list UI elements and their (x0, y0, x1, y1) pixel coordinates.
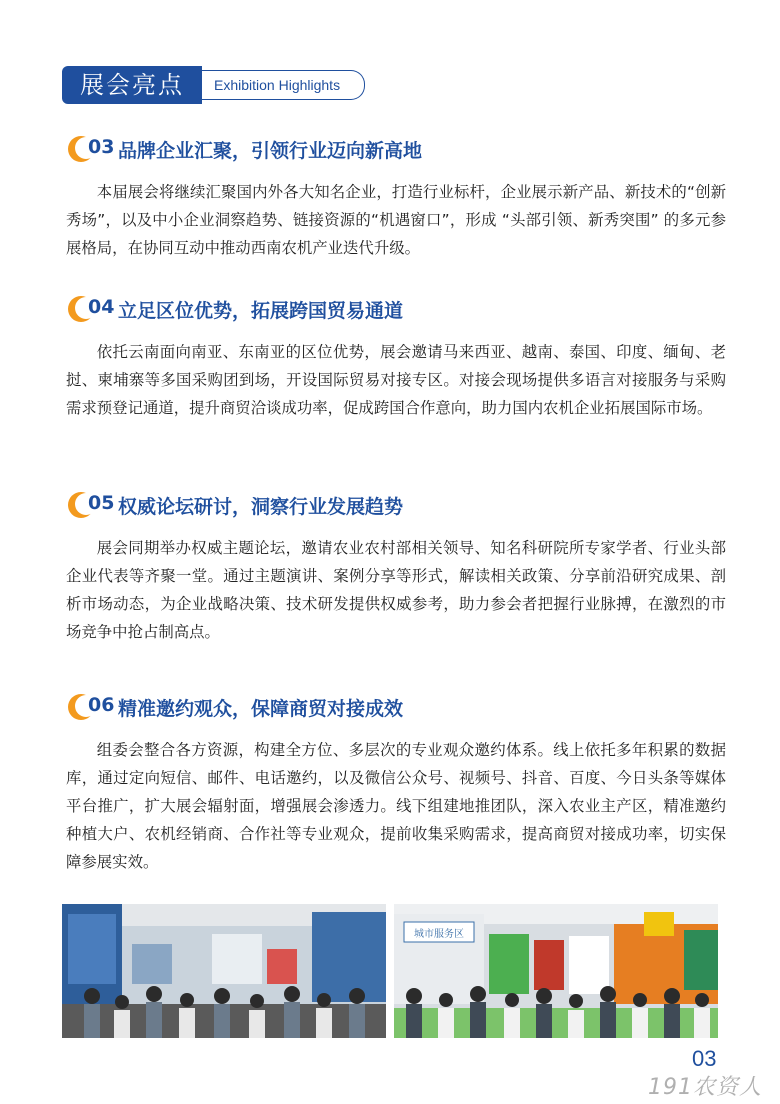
exhibition-photo-right (394, 904, 718, 1038)
booth-sign-text: 城市服务区 (414, 929, 464, 940)
section-body: 组委会整合各方资源，构建全方位、多层次的专业观众邀约体系。线上依托多年积累的数据库，通过定向短信、邮件、电话邀约，以及微信公众号、视频号、抖音、百度、今日头条等媒体平台推广，扩大展会辐射面，增强展会渗透力。线下组建地推团队，深入农业主产区，精准邀约种植大户、农机经销商、合作社等专业观众，提前收集采购需求，提高商贸对接成功率，切实保障参展实效。 (66, 741, 726, 871)
section-number: 05 (88, 492, 115, 514)
section-title (66, 690, 726, 724)
watermark: 191农资人 (648, 1075, 762, 1100)
section-title (66, 132, 726, 166)
page-number: 03 (692, 1046, 717, 1071)
header-title-cn: 展会亮点 (62, 66, 202, 104)
section-03 (66, 132, 726, 262)
section-heading: 立足区位优势，拓展跨国贸易通道 (118, 300, 404, 322)
section-04 (66, 292, 726, 422)
section-06 (66, 690, 726, 876)
section-title (66, 292, 726, 326)
section-heading: 精准邀约观众，保障商贸对接成效 (118, 698, 404, 720)
section-body: 本届展会将继续汇聚国内外各大知名企业，打造行业标杆，企业展示新产品、新技术的“创新秀场”，以及中小企业洞察趋势、链接资源的“机遇窗口”，形成 “头部引领、新秀突围” 的多元参展格局，在协同互动中推动西南农机产业迭代升级。 (66, 183, 726, 257)
section-number: 03 (88, 136, 115, 158)
section-number: 04 (88, 296, 115, 318)
section-header-tab (62, 66, 358, 104)
section-heading: 权威论坛研讨，洞察行业发展趋势 (118, 496, 404, 518)
section-body: 展会同期举办权威主题论坛，邀请农业农村部相关领导、知名科研院所专家学者、行业头部企业代表等齐聚一堂。通过主题演讲、案例分享等形式，解读相关政策、分享前沿研究成果、剖析市场动态，为企业战略决策、技术研发提供权威参考，助力参会者把握行业脉搏，在激烈的市场竞争中抢占制高点。 (66, 539, 726, 641)
section-number: 06 (88, 694, 115, 716)
section-body: 依托云南面向南亚、东南亚的区位优势，展会邀请马来西亚、越南、泰国、印度、缅甸、老挝、柬埔寨等多国采购团到场，开设国际贸易对接专区。对接会现场提供多语言对接服务与采购需求预登记通道，提升商贸洽谈成功率，促成跨国合作意向，助力国内农机企业拓展国际市场。 (66, 343, 726, 417)
header-title-en: Exhibition Highlights (202, 70, 365, 100)
section-title (66, 488, 726, 522)
exhibition-photo-left (62, 904, 386, 1038)
section-heading: 品牌企业汇聚，引领行业迈向新高地 (118, 140, 423, 162)
section-05 (66, 488, 726, 646)
